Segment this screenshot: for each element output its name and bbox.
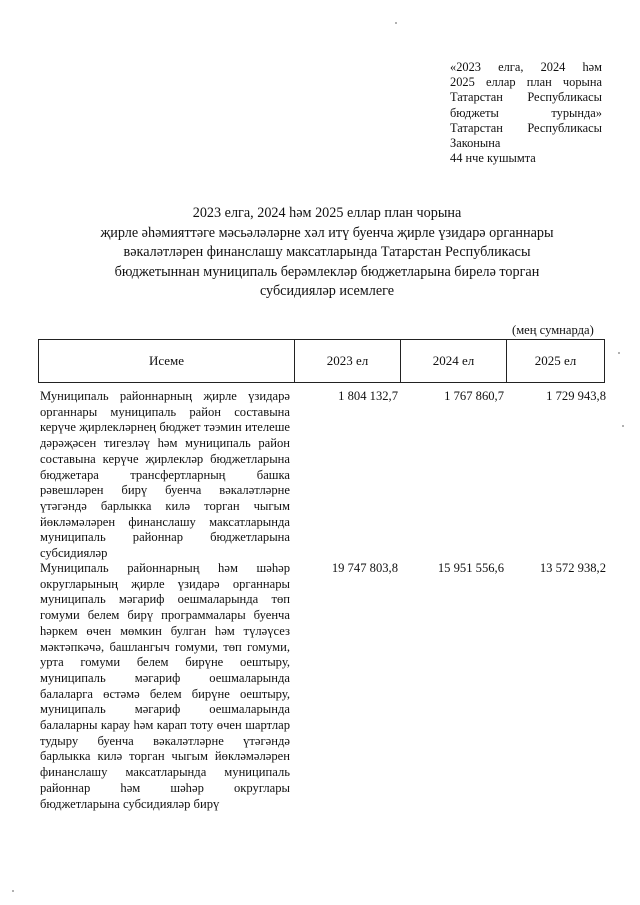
row-value-2024: 1 767 860,7: [444, 389, 504, 403]
row-value-2025: 13 572 938,2: [539, 561, 606, 575]
annex-line: Татарстан Республикасы: [450, 120, 602, 135]
unit-label: (мең сумнарда): [512, 323, 594, 337]
row-value-2023: 1 804 132,7: [338, 389, 398, 403]
header-2025: 2025 ел: [534, 353, 577, 368]
header-2024: 2024 ел: [401, 340, 507, 382]
annex-line: 2025 еллар план чорына: [450, 75, 602, 90]
annex-line: бюджеты турында»: [450, 105, 602, 120]
row-name: Муниципаль районнарның җирле үзидарә органнары муниципаль район составына керүче җирлекләрнең бюджет тәэмин ителеше дәрәҗәсен тигезләү һәм муниципаль район составына керүче җирлекләр бюджетларына бюджетара трансфертларның башка рәвешләрен бирү буенча вәкаләтләрне үтәгәндә барлыкка килә торган чыгым йөкләмәләрен финанслашу максатларында муниципаль районнар бюджетларына субсидияләр: [40, 389, 290, 561]
scan-speck: [622, 425, 624, 427]
row-value-2024: 15 951 556,6: [437, 561, 504, 575]
scan-speck: [618, 352, 620, 354]
row-value-2025: 1 729 943,8: [546, 389, 606, 403]
annex-line: Татарстан Республикасы: [450, 90, 602, 105]
row-name: Муниципаль районнарның һәм шәһәр округларының җирле үзидарә органнары муниципаль мәгариф оешмаларында төп гомуми белем бирү программалары буенча һәркем өчен мөмкин булган һәм түләүсез мәктәпкәчә, башлангыч гомуми, төп гомуми, урта гомуми белем бирүне оештыру, муниципаль мәгариф оешмаларында балаларга өстәмә белем бирүне оештыру, муниципаль мәгариф оешмаларында балаларны карау һәм карап тоту өчен шартлар тудыру буенча вәкаләтләрне үтәгәндә барлыкка килә торган чыгым йөкләмәләрен финанслашу максатларында муниципаль районнар һәм шәһәр округлары бюджетларына субсидияләр бирү: [40, 561, 290, 811]
title-line: бюджетыннан муниципаль берәмлекләр бюджетларына бирелә торган: [114, 263, 540, 280]
scan-speck: [12, 890, 14, 892]
table-row: [40, 561, 606, 812]
table-header: [38, 339, 605, 383]
table-row: [40, 389, 606, 562]
title-line: субсидияләр исемлеге: [259, 283, 395, 300]
scan-speck: [395, 22, 397, 24]
annex-line: 44 нче кушымта: [450, 151, 536, 166]
annex-line: «2023 елга, 2024 һәм: [450, 60, 602, 74]
document-title: [60, 204, 594, 302]
title-line: җирле әһәмияттәге мәсьәләләрне хәл итү буенча җирле үзидарә органнары: [100, 224, 554, 241]
header-2023: 2023 ел: [295, 340, 401, 382]
annex-line: Законына: [450, 136, 501, 151]
header-name: Исеме: [39, 340, 295, 382]
title-line: вәкаләтләрен финанслашу максатларында Татарстан Республикасы: [123, 244, 531, 261]
annex-note: [450, 60, 602, 166]
title-line: 2023 елга, 2024 һәм 2025 еллар план чорына: [192, 205, 462, 221]
row-value-2023: 19 747 803,8: [331, 561, 398, 575]
